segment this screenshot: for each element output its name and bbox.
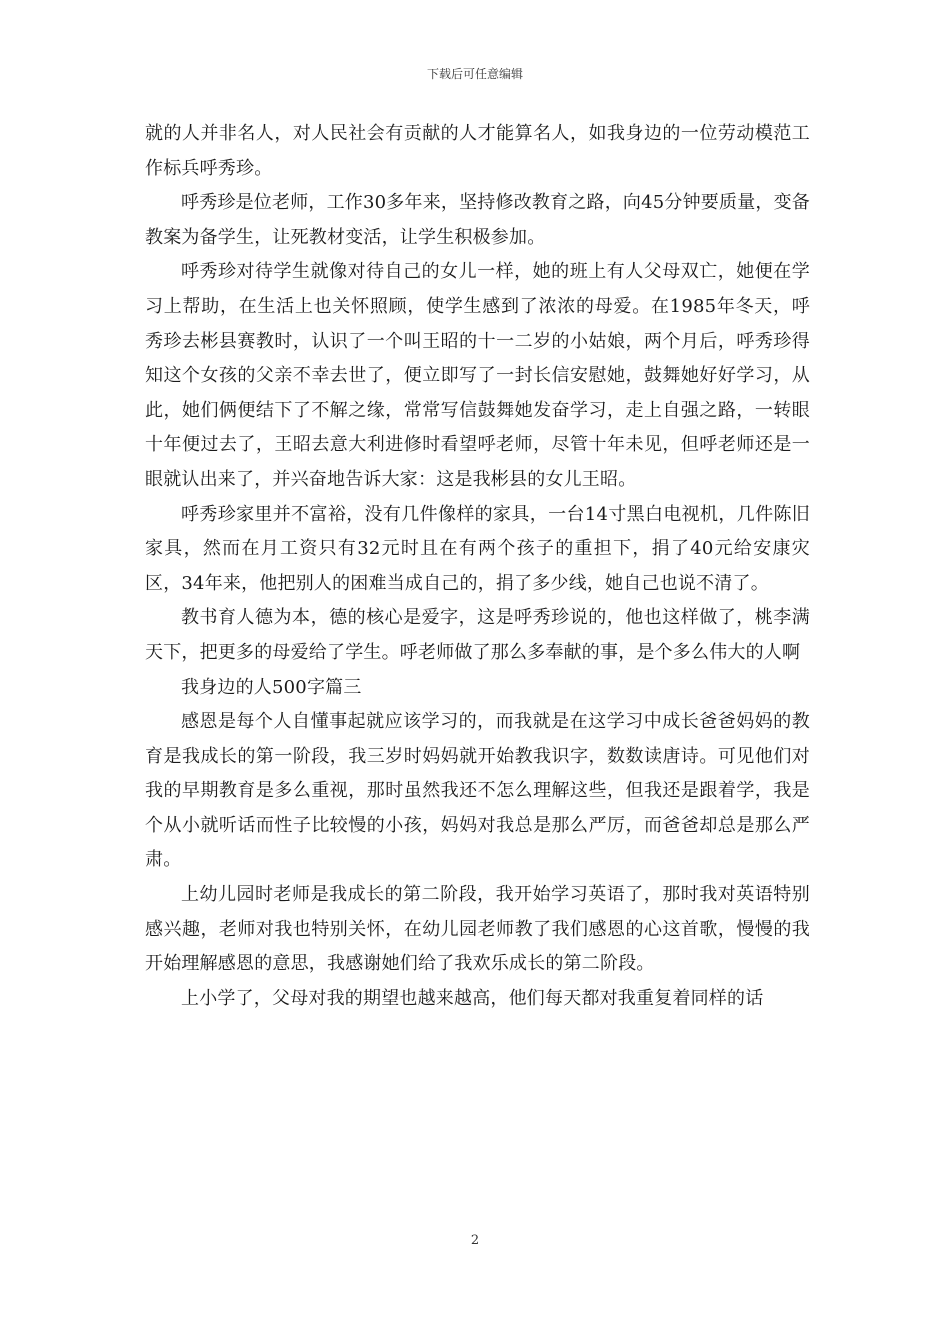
paragraph: 呼秀珍对待学生就像对待自己的女儿一样，她的班上有人父母双亡，她便在学习上帮助，在生活上也关怀照顾，使学生感到了浓浓的母爱。在1985年冬天，呼秀珍去彬县赛教时，认识了一个叫王昭的十一二岁的小姑娘，两个月后，呼秀珍得知这个女孩的父亲不幸去世了，便立即写了一封长信安慰她，鼓舞她好好学习，从此，她们俩便结下了不解之缘，常常写信鼓舞她发奋学习，走上自强之路，一转眼十年便过去了，王昭去意大利进修时看望呼老师，尽管十年未见，但呼老师还是一眼就认出来了，并兴奋地告诉大家：这是我彬县的女儿王昭。 bbox=[145, 261, 810, 490]
paragraph: 呼秀珍是位老师，工作30多年来，坚持修改教育之路，向45分钟要质量，变备教案为备学生，让死教材变活，让学生积极参加。 bbox=[145, 192, 811, 248]
page-number: 2 bbox=[470, 1233, 480, 1248]
paragraph: 上幼儿园时老师是我成长的第二阶段，我开始学习英语了，那时我对英语特别感兴趣，老师对我也特别关怀，在幼儿园老师教了我们感恩的心这首歌，慢慢的我开始理解感恩的意思，我感谢她们给了我欢乐成长的第二阶段。 bbox=[145, 884, 810, 975]
paragraph: 上小学了，父母对我的期望也越来越高，他们每天都对我重复着同样的话 bbox=[181, 987, 764, 1009]
paragraph: 教书育人德为本，德的核心是爱字，这是呼秀珍说的，他也这样做了，桃李满天下，把更多的母爱给了学生。呼老师做了那么多奉献的事，是个多么伟大的人啊 bbox=[145, 607, 810, 663]
section-heading: 我身边的人500字篇三 bbox=[181, 676, 362, 698]
paragraph-continuation: 就的人并非名人，对人民社会有贡献的人才能算名人，如我身边的一位劳动模范工作标兵呼秀珍。 bbox=[145, 123, 810, 179]
paragraph: 呼秀珍家里并不富裕，没有几件像样的家具，一台14寸黑白电视机，几件陈旧家具，然而在月工资只有32元时且在有两个孩子的重担下，捐了40元给安康灾区，34年来，他把别人的困难当成自己的，捐了多少线，她自己也说不清了。 bbox=[145, 503, 810, 594]
page-header: 下载后可任意编辑 bbox=[426, 67, 523, 81]
paragraph: 感恩是每个人自懂事起就应该学习的，而我就是在这学习中成长爸爸妈妈的教育是我成长的第一阶段，我三岁时妈妈就开始教我识字，数数读唐诗。可见他们对我的早期教育是多么重视，那时虽然我还不怎么理解这些，但我还是跟着学，我是个从小就听话而性子比较慢的小孩，妈妈对我总是那么严厉，而爸爸却总是那么严肃。 bbox=[145, 711, 810, 871]
document-body bbox=[145, 117, 810, 1016]
